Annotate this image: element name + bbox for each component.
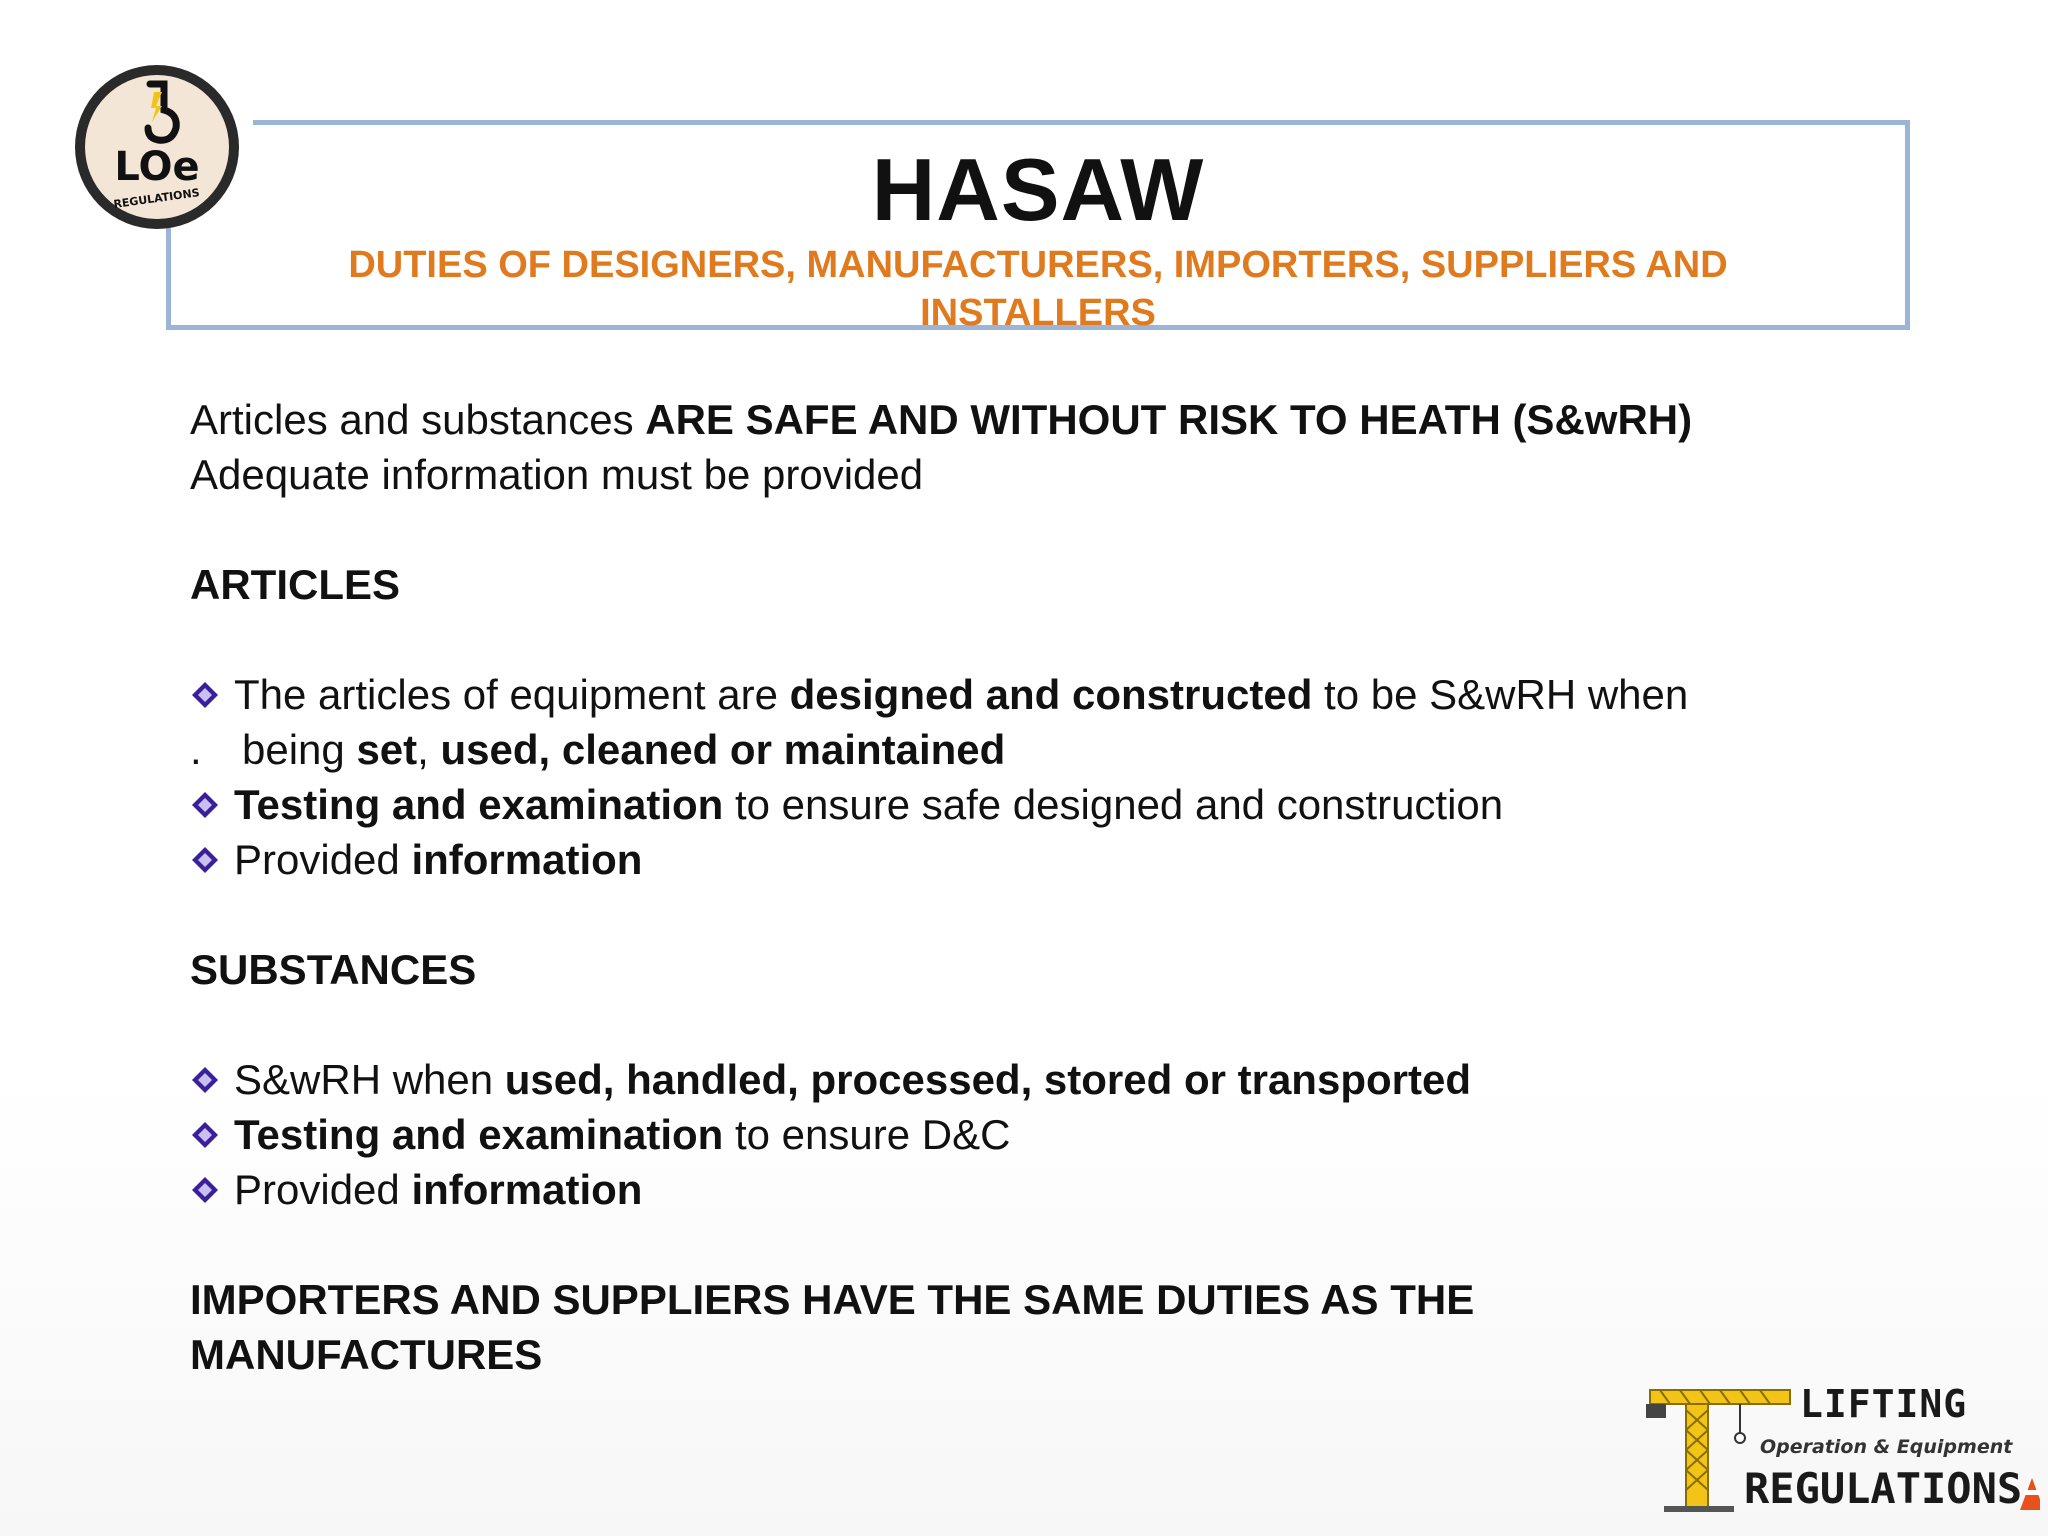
slide-title: HASAW: [871, 140, 1205, 239]
loe-logo-text: LOe: [114, 144, 200, 190]
logo-regulations-text: REGULATIONS: [1744, 1464, 2023, 1513]
list-item: [190, 777, 1850, 832]
list-item: [190, 832, 1850, 887]
list-item-text: Provided information: [234, 836, 643, 883]
articles-heading-text: ARTICLES: [190, 561, 400, 608]
logo-tagline-text: Operation & Equipment: [1760, 1436, 2013, 1458]
loe-logo-icon: [72, 62, 242, 232]
loe-logo: [72, 62, 242, 232]
list-item: [190, 667, 1850, 722]
diamond-bullet-icon: [190, 790, 220, 820]
title-box: [166, 120, 1910, 334]
closing-line-1: IMPORTERS AND SUPPLIERS HAVE THE SAME DUTIES AS THE: [190, 1276, 1475, 1323]
list-item: [190, 1052, 1850, 1107]
intro-line-1: [190, 392, 1850, 447]
list-item: [190, 1162, 1850, 1217]
list-item: [190, 1107, 1850, 1162]
list-item-text: Testing and examination to ensure D&C: [234, 1111, 1011, 1158]
substances-heading-text: SUBSTANCES: [190, 946, 477, 993]
loe-logo-subtext: REGULATIONS: [112, 186, 201, 212]
slide-body: [190, 392, 1850, 1382]
slide-subtitle: DUTIES OF DESIGNERS, MANUFACTURERS, IMPORTERS, SUPPLIERS AND INSTALLERS: [348, 244, 1728, 334]
closing-line-2: MANUFACTURES: [190, 1331, 543, 1378]
list-item-continuation: . being set, used, cleaned or maintained: [190, 722, 1850, 777]
diamond-bullet-icon: [190, 680, 220, 710]
diamond-bullet-icon: [190, 1120, 220, 1150]
intro-text: Articles and substances: [190, 396, 646, 443]
logo-title-text: LIFTING: [1800, 1382, 1968, 1426]
articles-heading: [190, 557, 1850, 612]
lifting-regulations-logo: [1640, 1360, 2040, 1520]
diamond-bullet-icon: [190, 1175, 220, 1205]
intro-line-2: Adequate information must be provided: [190, 451, 924, 498]
diamond-bullet-icon: [190, 845, 220, 875]
diamond-bullet-icon: [190, 1065, 220, 1095]
intro-bold-text: ARE SAFE AND WITHOUT RISK TO HEATH (S&wRH): [645, 396, 1693, 443]
list-item-text: Testing and examination to ensure safe designed and construction: [234, 781, 1504, 828]
substances-heading: [190, 942, 1850, 997]
list-item-text: S&wRH when used, handled, processed, stored or transported: [234, 1056, 1471, 1103]
list-item-text: The articles of equipment are designed and constructed to be S&wRH when: [234, 671, 1689, 718]
list-item-text: Provided information: [234, 1166, 643, 1213]
continuation-dot: .: [190, 726, 202, 773]
